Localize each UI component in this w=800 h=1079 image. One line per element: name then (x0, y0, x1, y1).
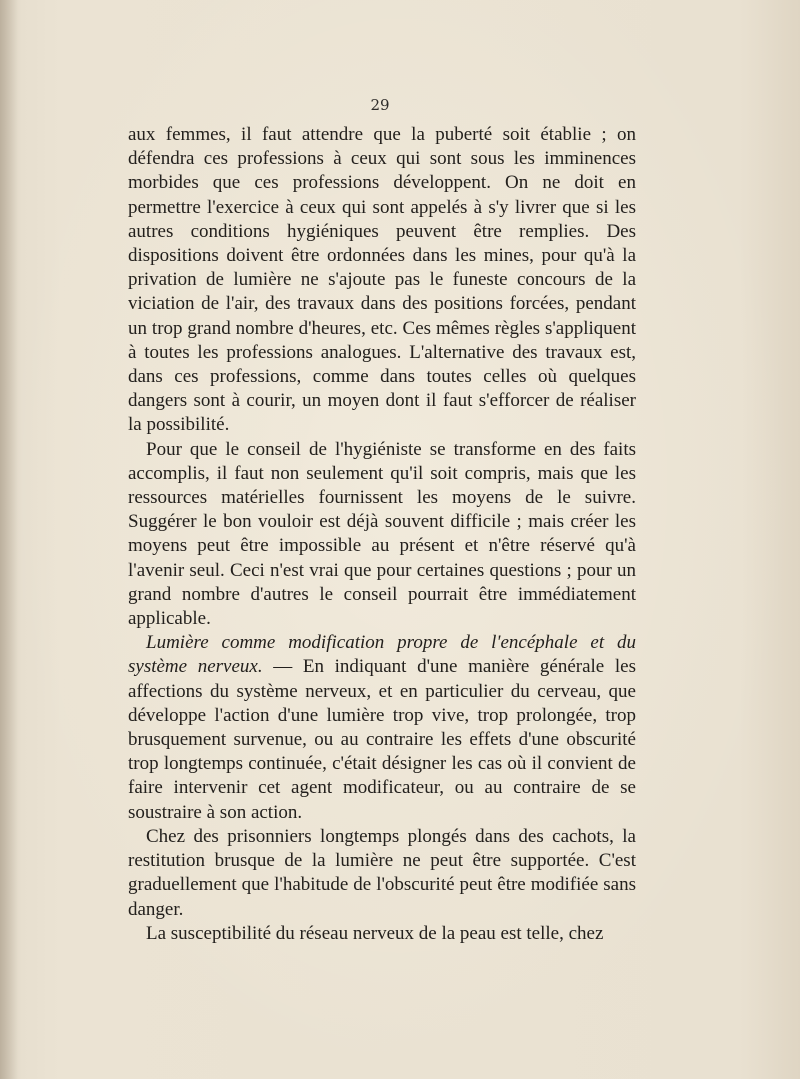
paragraph-5: La susceptibilité du réseau nerveux de la peau est telle, chez (146, 922, 604, 944)
paragraph-3-text: — En indiquant d'une manière générale les affections du système nerveux, et en particulier du cerveau, que développe l'action d'une lumière trop vive, trop prolongée, trop brusquement survenue, ou au contraire les effets d'une obscurité trop longtemps continuée, c'était désigner les cas où il convient de faire intervenir cet agent modificateur, ou au contraire de se soustraire à son action. (128, 656, 636, 823)
page-number: 29 (370, 96, 390, 114)
section-heading: Lumière comme modification propre de l'encéphale et du système nerveux. (128, 632, 636, 678)
paragraph-1: aux femmes, il faut attendre que la puberté soit établie ; on défendra ces professions à ceux qui sont sous les imminences morbides que ces professions développent. On ne doit en permettre l'exercice à ceux qui sont appelés à s'y livrer que si les autres conditions hygiéniques peuvent être remplies. Des dispositions doivent être ordonnées dans les mines, pour qu'à la privation de lumière ne s'ajoute pas le funeste concours de la viciation de l'air, des travaux dans des positions forcées, pendant un trop grand nombre d'heures, etc. Ces mêmes règles s'appliquent à toutes les professions analogues. L'alternative des travaux est, dans ces professions, comme dans toutes celles où quelques dangers sont à courir, un moyen dont il faut s'efforcer de réaliser la possibilité. (128, 124, 636, 436)
paragraph-3 (128, 631, 636, 825)
binding-shadow (0, 0, 18, 1079)
paragraph-2: Pour que le conseil de l'hygiéniste se transforme en des faits accomplis, il faut non seulement qu'il soit compris, mais que les ressources matérielles fournissent les moyens de le suivre. Suggérer le bon vouloir est déjà souvent difficile ; mais créer les moyens peut être impossible au présent et n'être réservé qu'à l'avenir seul. Ceci n'est vrai que pour certaines questions ; pour un grand nombre d'autres le conseil pourrait être immédiatement applicable. (128, 438, 636, 630)
body-text (128, 123, 636, 946)
paragraph-4: Chez des prisonniers longtemps plongés dans des cachots, la restitution brusque de la lumière ne peut être supportée. C'est graduellement que l'habitude de l'obscurité peut être modifiée sans danger. (128, 825, 636, 920)
